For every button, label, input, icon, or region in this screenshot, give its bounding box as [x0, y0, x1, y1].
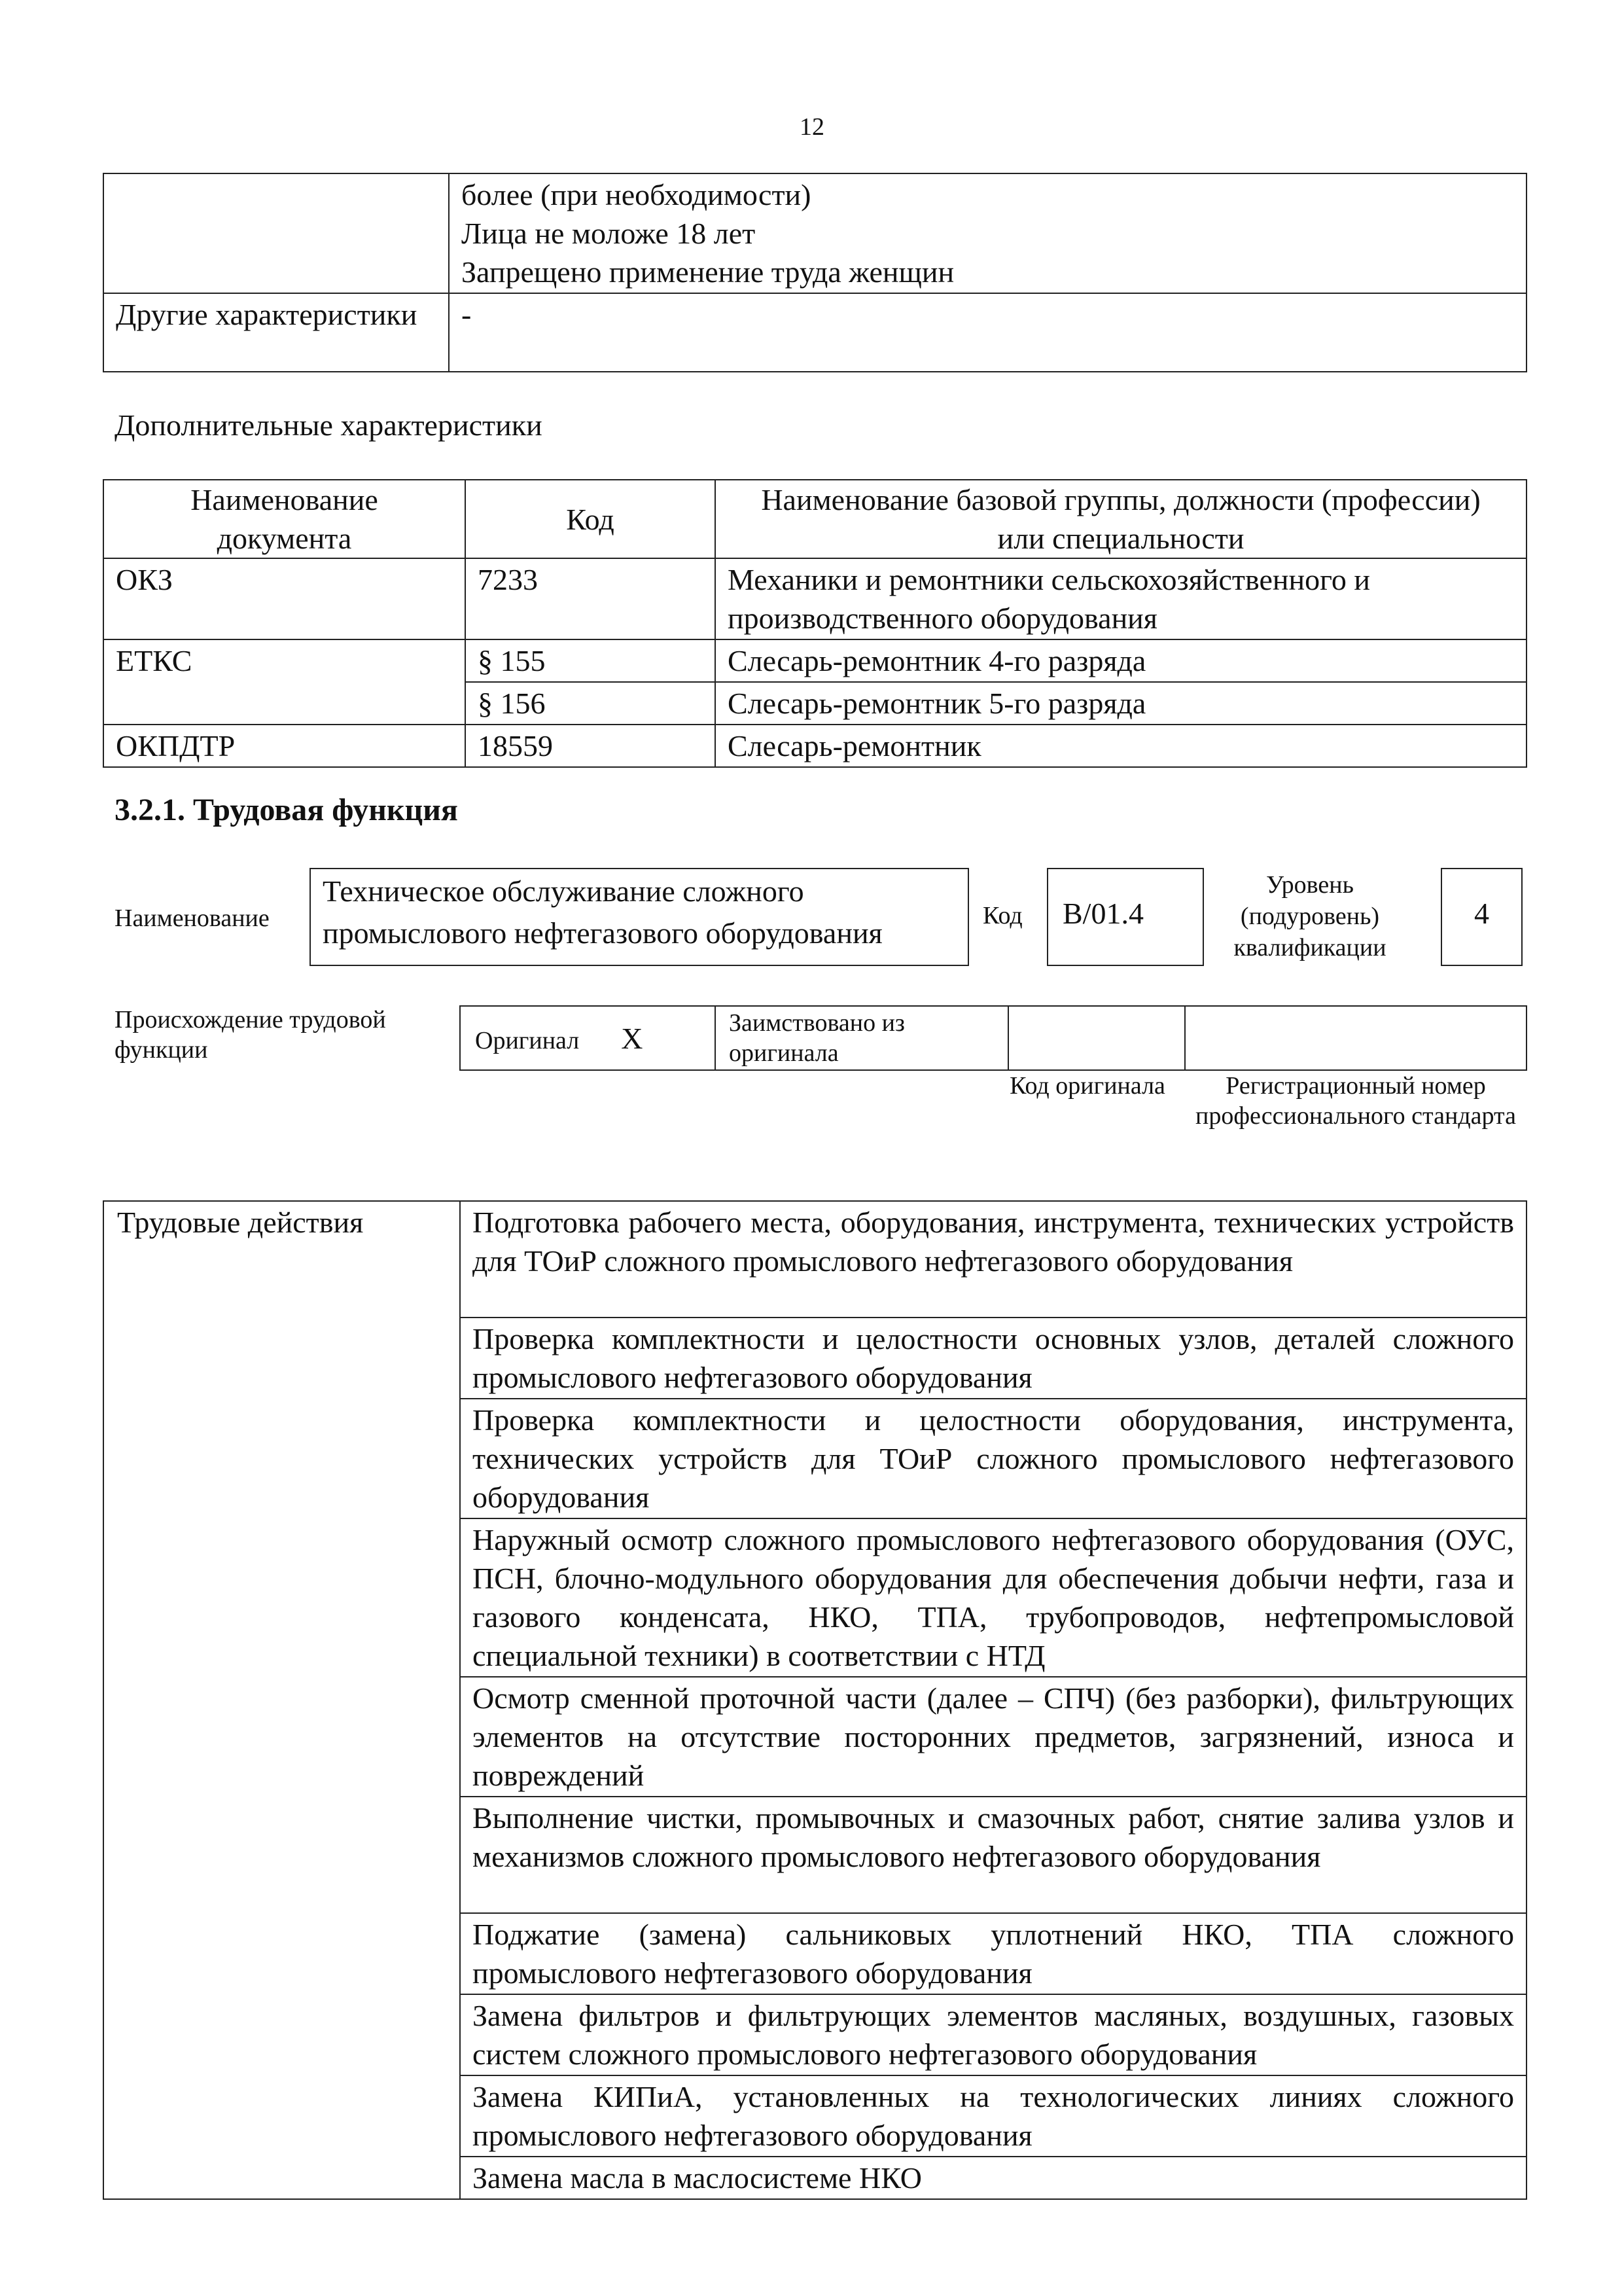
row-doc: ОКПДТР: [103, 725, 465, 767]
actions-table: [103, 1200, 1527, 2200]
origin-table: [459, 1005, 1527, 1071]
origin-original-mark: X: [621, 1021, 643, 1055]
origin-reg-number-cell: [1185, 1006, 1527, 1070]
top-table-empty-cell: [103, 173, 449, 293]
other-characteristics-value: -: [449, 293, 1527, 372]
action-item: Замена масла в маслосистеме НКО: [460, 2157, 1527, 2199]
action-item: Поджатие (замена) сальниковых уплотнений НКО, ТПА сложного промыслового нефтегазового оборудования: [460, 1913, 1527, 1994]
origin-code-caption: Код оригинала: [1010, 1072, 1165, 1100]
function-code-box: [1047, 868, 1204, 966]
header-name: Наименование базовой группы, должности (профессии) или специальности: [715, 480, 1527, 558]
header-document: Наименование документа: [103, 480, 465, 558]
action-item: Выполнение чистки, промывочных и смазочных работ, снятие залива узлов и механизмов сложного промыслового нефтегазового оборудования: [460, 1797, 1527, 1913]
row-code: § 156: [465, 682, 715, 725]
top-table: [103, 173, 1527, 372]
action-item: Проверка комплектности и целостности оборудования, инструмента, технических устройств для ТОиР сложного промыслового нефтегазового оборудования: [460, 1399, 1527, 1518]
actions-label: Трудовые действия: [103, 1201, 460, 2199]
origin-reg-caption: Регистрационный номер профессионального стандарта: [1195, 1072, 1516, 1130]
qualification-level-value: 4: [1474, 897, 1489, 930]
row-name: Слесарь-ремонтник: [715, 725, 1527, 767]
action-item: Замена фильтров и фильтрующих элементов масляных, воздушных, газовых систем сложного промыслового нефтегазового оборудования: [460, 1994, 1527, 2075]
row-doc: ОКЗ: [103, 558, 465, 639]
header-code: Код: [465, 480, 715, 558]
row-name: Слесарь-ремонтник 4-го разряда: [715, 639, 1527, 682]
function-code-label: Код: [983, 902, 1023, 929]
origin-borrowed-label: Заимствовано из оригинала: [715, 1006, 1008, 1070]
action-item: Наружный осмотр сложного промыслового нефтегазового оборудования (ОУС, ПСН, блочно-модульного оборудования для обеспечения добычи нефти, газа и газового конденсата, НКО, ТПА, трубопроводов, нефтепромысловой специальной техники) в соответствии с НТД: [460, 1518, 1527, 1677]
cont-line: Запрещено применение труда женщин: [461, 255, 955, 289]
function-name-label: Наименование: [115, 905, 270, 932]
additional-title: Дополнительные характеристики: [115, 408, 542, 442]
origin-label: Происхождение трудовой функции: [115, 1006, 386, 1064]
action-item: Подготовка рабочего места, оборудования, инструмента, технических устройств для ТОиР сложного промыслового нефтегазового оборудования: [460, 1201, 1527, 1318]
action-item: Осмотр сменной проточной части (далее – СПЧ) (без разборки), фильтрующих элементов на отсутствие посторонних предметов, загрязнений, износа и повреждений: [460, 1677, 1527, 1797]
row-code: § 155: [465, 639, 715, 682]
row-name: Механики и ремонтники сельскохозяйственного и производственного оборудования: [715, 558, 1527, 639]
function-code-value: B/01.4: [1063, 897, 1144, 930]
top-table-cont-cell: [449, 173, 1527, 293]
origin-original-cell: [460, 1006, 715, 1070]
function-name-box: [309, 868, 969, 966]
qualification-level-label: Уровень (подуровень) квалификации: [1233, 871, 1386, 961]
cont-line: Лица не моложе 18 лет: [461, 217, 756, 250]
cont-line: более (при необходимости): [461, 178, 811, 211]
page-number: 12: [800, 113, 824, 141]
row-code: 7233: [465, 558, 715, 639]
other-characteristics-label: Другие характеристики: [103, 293, 449, 372]
action-item: Проверка комплектности и целостности основных узлов, деталей сложного промыслового нефтегазового оборудования: [460, 1318, 1527, 1399]
row-doc: ЕТКС: [103, 639, 465, 725]
function-name-value: Техническое обслуживание сложного промыслового нефтегазового оборудования: [323, 874, 883, 950]
additional-table: [103, 479, 1527, 768]
action-item: Замена КИПиА, установленных на технологических линиях сложного промыслового нефтегазового оборудования: [460, 2075, 1527, 2157]
origin-code-cell: [1008, 1006, 1185, 1070]
row-name: Слесарь-ремонтник 5-го разряда: [715, 682, 1527, 725]
qualification-level-box: [1441, 868, 1523, 966]
row-code: 18559: [465, 725, 715, 767]
section-heading: 3.2.1. Трудовая функция: [115, 793, 458, 827]
origin-original-label: Оригинал: [475, 1026, 580, 1054]
